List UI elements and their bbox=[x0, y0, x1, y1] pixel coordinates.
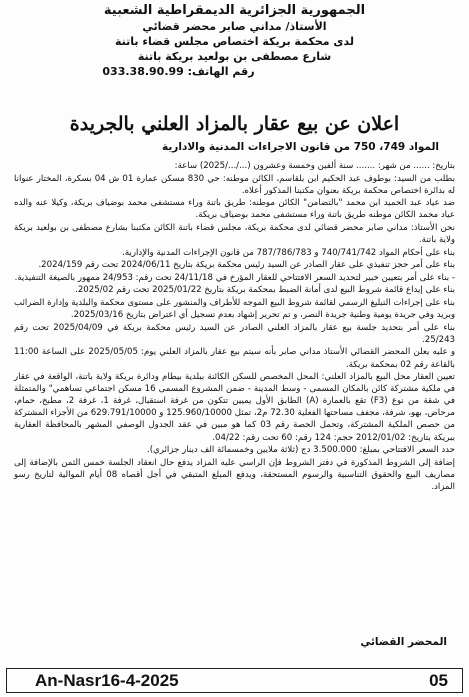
seizure-order-paragraph: بناء على أمر حجز تنفيذي على عقار الصادر عن السيد رئيس محكمة بريكة بتاريخ 2024/06/11 تحت رقم 2024/159. bbox=[38, 260, 455, 271]
phone-number: 033.38.90.99 bbox=[102, 65, 184, 78]
defendant-paragraph: ضد عياد عبد الحميد ابن محمد "بالتضامن" الكائن موطنه: طريق باتنة وراء مستشفى محمد بوضياف بريكة، وكيلا عنه والده عياد محمد الكائن موطنه طريق باتنة وراء مستشفى محمد بوضياف بريكة. bbox=[14, 198, 455, 221]
bailiff-paragraph: نحن الأستاذ: مداني صابر محضر قضائي لدى محكمة بريكة، مجلس قضاء باتنة الكائن مكتبنا بشارع مصطفى بن بولعيد بريكة ولاية باتنة. bbox=[14, 222, 455, 246]
opening-price-paragraph: حدد السعر الافتتاحي بمبلغ: 3.500.000 دج (ثلاثة ملايين وخمسمائة الف دينار جزائري). bbox=[146, 445, 455, 456]
signature-label: المحضر القضائي bbox=[360, 636, 447, 648]
office-address: شارع مصطفى بن بولعيد بريكة باتنة bbox=[137, 50, 332, 63]
notice-title: اعلان عن بيع عقار بالمزاد العلني بالجريدة bbox=[69, 113, 400, 135]
expert-order-paragraph: - بناء على أمر بتعيين خبير لتحديد السعر الافتتاحي للعقار المؤرخ في 24/11/18 تحت رقم: 24/953 ممهور بالصيغة التنفيذية. bbox=[14, 272, 455, 283]
legal-articles-reference: المواد 749، 750 من قانون الاجراءات المدنية والادارية bbox=[161, 141, 439, 153]
hearing-order-paragraph: بناء على أمر بتحديد جلسة بيع عقار بالمزاد العلني الصادر عن السيد رئيس محكمة بريكة في 2025/04/09 تحت رقم 25/243. bbox=[14, 322, 455, 345]
phone-label: رقم الهاتف: bbox=[183, 65, 255, 78]
court-jurisdiction: لدى محكمة بريكة اختصاص مجلس قضاء باتنة bbox=[115, 35, 354, 48]
property-description-paragraph: تعيين العقار محل البيع بالمزاد العلني: المحل المخصص للسكن الكائنة ببلدية بيطام ودائرة بريكة ولاية باتنة، الواقعة في عقار في ملكية مشتركة كائن بالمكان المسمى - وسط المدينة - ضمن المشروع المسمى 16 مسكن اجتماعي تساهمي" والمتمثلة في شقة من نوع (F3) تقع بالعمارة (A) الطابق الأول يميين تتكون من غرفة استقبال، غرفة 1، غرفة 2، مطبخ، حمام، مرحاض، بهو، شرفة، مجفف مساحتها الفعلية 72.30 م2، تمثل 125.960/10000 و 629.791/10000 من الأجزاء المشتركة من حصص الملكية المشتركة، وتحمل الحصة رقم 03 كما هو مبين في عقد الجدول الوصفي المشهر بالمحافظة العقارية ببريكة بتاريخ: 2012/01/02 حجم: 124 رقم: 60 تحت رقم: 04/22. bbox=[14, 372, 455, 443]
publication-date: An-Nasr16-4-2025 bbox=[35, 670, 179, 690]
notice-date-line: بتاريخ: ...... من شهر: ....... سنة ألفين وخمسة وعشرون (.../.../2025) ساعة: bbox=[174, 161, 455, 171]
newspaper-footer bbox=[6, 668, 463, 693]
payment-terms-paragraph: إضافة إلى الشروط المذكورة في دفتر الشروط فإن الراسي عليه المزاد يدفع حال انعقاد الجلسة خمس الثمن بالإضافة إلى مصاريف البيع والحقوق التناسبية والرسوم المستحقة، ويدفع المبلغ المتبقي في أجل أقصاه 08 أيام الموالية لتاريخ رسو المزاد. bbox=[14, 457, 455, 492]
notice-body bbox=[14, 160, 455, 494]
auction-date-paragraph: و عليه يعلن المحضر القضائي الأستاذ مداني صابر بأنه سيتم بيع عقار بالمزاد العلني يوم: 2025/05/05 على الساعة 11:00 بالقاعة رقم 02 بمحكمة بريكة. bbox=[14, 347, 455, 370]
bailiff-letterhead bbox=[12, 2, 457, 79]
phone-line bbox=[12, 64, 457, 79]
requester-paragraph: بطلب من السيد: بوطوف عبد الحكيم ابن بلقاسم، الكائن موطنه: حي 830 مسكن عمارة 01 ش 04 بسكرة، المختار عنوانا له بدائرة اختصاص محكمة بريكة بعنوان مكتبنا المذكور أعلاه. bbox=[14, 173, 455, 196]
state-name: الجمهورية الجزائرية الديمقراطية الشعبية bbox=[103, 3, 366, 18]
conditions-deposit-paragraph: بناء على إيداع قائمة شروط البيع لدى أمانة الضبط بمحكمة بريكة بتاريخ 2025/01/22 تحت رقم 2025/02. bbox=[75, 285, 455, 296]
legal-basis-paragraph: بناء على أحكام المواد 740/741/742 و 787/786/783 من قانون الإجراءات المدنية والإدارية. bbox=[122, 247, 455, 258]
bailiff-name: الأستاذ/ مداني صابر محضر قضائي bbox=[142, 20, 327, 33]
notification-paragraph: بناء على إجراءات التبليغ الرسمي لقائمة شروط البيع الموجه للأطراف والمنشور على مستوى محكمة والبلدية وإدارة الضرائب وبريد وفي جريدة يومية وطنية جريدة النصر، و تم تحرير إشهاد بعدم تسجيل أي اعتراض بتاريخ 2025/03/16. bbox=[14, 298, 455, 321]
page-number: 05 bbox=[429, 670, 448, 690]
